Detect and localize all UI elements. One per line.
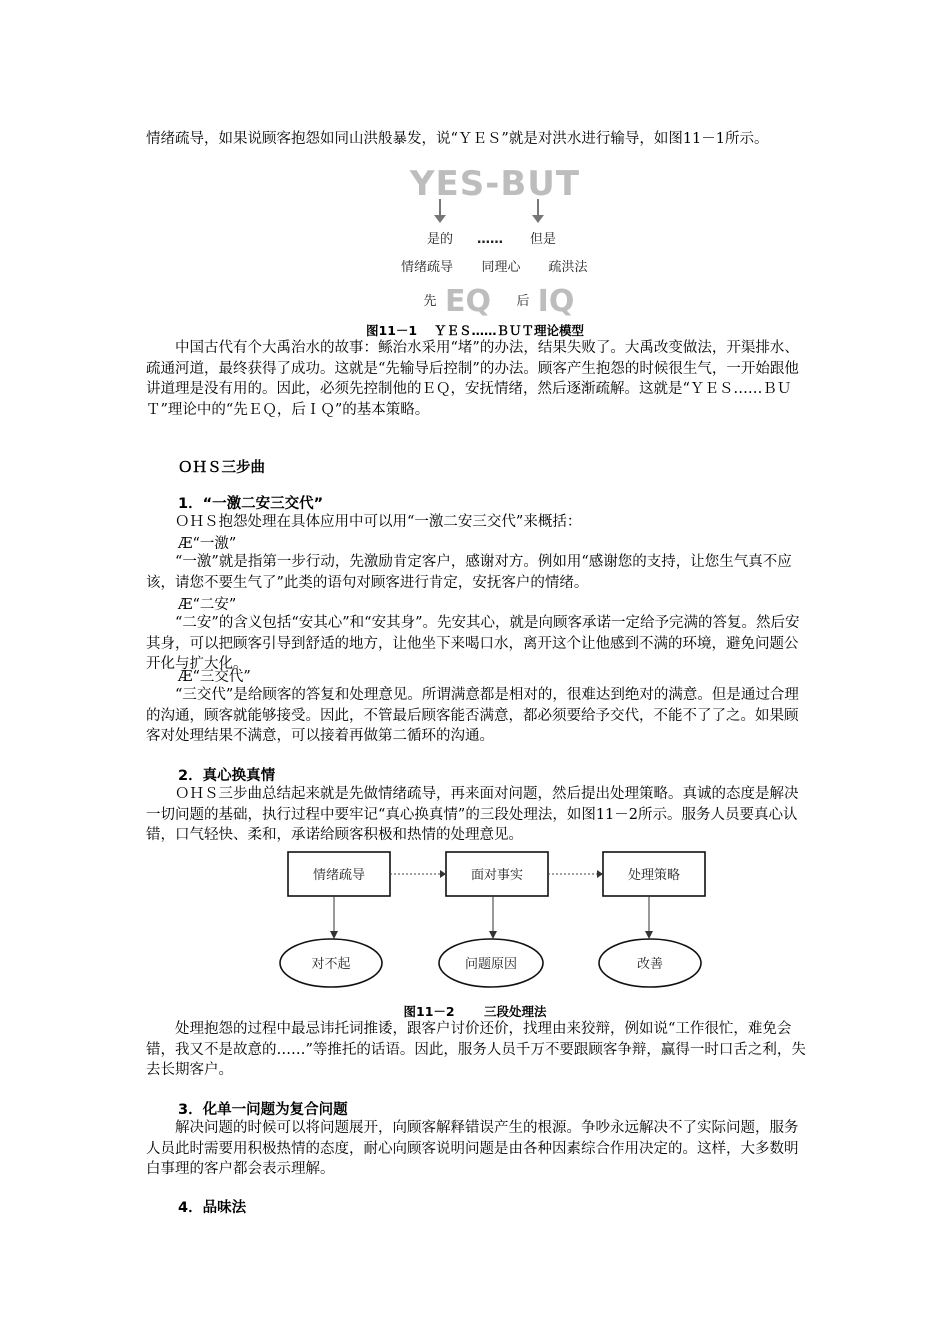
yes-but-figure: [380, 165, 610, 317]
paragraph-yiji: “一激”就是指第一步行动，先激励肯定客户，感谢对方。例如用“感谢您的支持，让您生气真不应该，请您不要生气了”此类的语句对顾客进行肯定，安抚客户的情绪。: [146, 554, 792, 591]
arrow-down-icon: [330, 931, 338, 939]
paragraph-dayu: 中国古代有个大禹治水的故事：鲧治水采用“堵”的办法，结果失败了。大禹改变做法，开渠排水、疏通河道，最终获得了成功。这就是“先输导后控制”的办法。顾客产生抱怨的时候很生气，一开始跟他讲道理是没有用的。因此，必须先控制他的ＥＱ，安抚情绪，然后逐渐疏解。这就是“ＹＥＳ……ＢＵＴ”理论中的“先ＥＱ，后ＩＱ”的基本策略。: [146, 340, 799, 418]
bullet-eran: Æ“二安”: [178, 597, 237, 613]
arrow-down-icon: [434, 215, 446, 223]
label-shi-de: 是的: [426, 232, 454, 247]
paragraph-eran: “二安”的含义包括“安其心”和“安其身”。先安其心，就是向顾客承诺一定给予完满的答复。然后安其身，可以把顾客引导到舒适的地方，让他坐下来喝口水，离开这个让他感到不满的环境，避免问题公开化与扩大化。: [146, 615, 800, 672]
heading-4: 4．品味法: [178, 1200, 247, 1216]
label-emotion-guidance: 情绪疏导: [400, 260, 454, 275]
iq-mark: IQ: [537, 284, 575, 317]
heading-3: 3．化单一问题为复合问题: [178, 1102, 348, 1118]
bullet-yiji: Æ“一激”: [178, 536, 237, 552]
yes-but-banner: YES-BUT: [409, 165, 581, 204]
paragraph-avoid-excuses: 处理抱怨的过程中最忌讳托词推诿，跟客户讨价还价，找理由来狡辩，例如说“工作很忙，难免会错，我又不是故意的……”等推托的话语。因此，服务人员千万不要跟顾客争辩，赢得一时口舌之利，失去长期客户。: [146, 1021, 806, 1078]
paragraph-sanjiaodai: “三交代”是给顾客的答复和处理意见。所谓满意都是相对的，很难达到绝对的满意。但是通过合理的沟通，顾客就能够接受。因此，不管最后顾客能否满意，都必须要给予交代，不能不了了之。如果顾客对处理结果不满意，可以接着再做第二循环的沟通。: [146, 687, 799, 744]
oval-label-1: 对不起: [311, 957, 351, 972]
box-label-1: 情绪疏导: [312, 868, 366, 883]
box-label-3: 处理策略: [627, 868, 681, 883]
bullet-sanjiaodai: Æ“三交代”: [178, 669, 251, 685]
arrow-down-icon: [532, 215, 544, 223]
paragraph-compound-problem: 解决问题的时候可以将问题展开，向顾客解释错误产生的根源。争吵永远解决不了实际问题，服务人员此时需要用积极热情的态度，耐心向顾客说明问题是由各种因素综合作用决定的。这样，大多数明白事理的客户都会表示理解。: [146, 1120, 799, 1177]
label-xian: 先: [423, 294, 437, 309]
section-title: ＯＨＳ三步曲: [178, 460, 265, 476]
box-label-2: 面对事实: [470, 868, 524, 883]
label-dots: ……: [477, 232, 503, 247]
three-step-diagram: [270, 843, 710, 993]
heading-2: 2．真心换真情: [178, 768, 276, 784]
paragraph-ohs-summary: ＯＨＳ三步曲总结起来就是先做情绪疏导，再来面对问题，然后提出处理策略。真诚的态度是解决一切问题的基础，执行过程中要牢记“真心换真情”的三段处理法，如图11－2所示。服务人员要真心认错，口气轻快、柔和，承诺给顾客积极和热情的处理意见。: [146, 786, 799, 843]
arrow-right-icon: [440, 870, 446, 878]
arrow-down-icon: [489, 931, 497, 939]
label-hou: 后: [516, 294, 530, 309]
arrow-right-icon: [597, 870, 603, 878]
figure-11-1-caption: 图11－1 ＹＥＳ……ＢＵＴ理论模型: [366, 323, 584, 338]
paragraph-ohs-intro: ＯＨＳ抱怨处理在具体应用中可以用“一激二安三交代”来概括：: [175, 514, 582, 530]
eq-mark: EQ: [445, 284, 491, 317]
intro-paragraph: 情绪疏导，如果说顾客抱怨如同山洪般暴发，说“ＹＥＳ”就是对洪水进行输导，如图11－1所示。: [146, 131, 769, 147]
arrow-down-icon: [645, 931, 653, 939]
label-flood-relief: 疏洪法: [548, 260, 588, 275]
label-dan-shi: 但是: [529, 232, 557, 247]
heading-1: 1．“一激二安三交代”: [178, 496, 324, 512]
oval-label-2: 问题原因: [464, 957, 518, 972]
oval-label-3: 改善: [636, 957, 664, 972]
label-empathy: 同理心: [481, 260, 521, 275]
figure-11-2-caption: 图11－2 三段处理法: [403, 1004, 547, 1019]
